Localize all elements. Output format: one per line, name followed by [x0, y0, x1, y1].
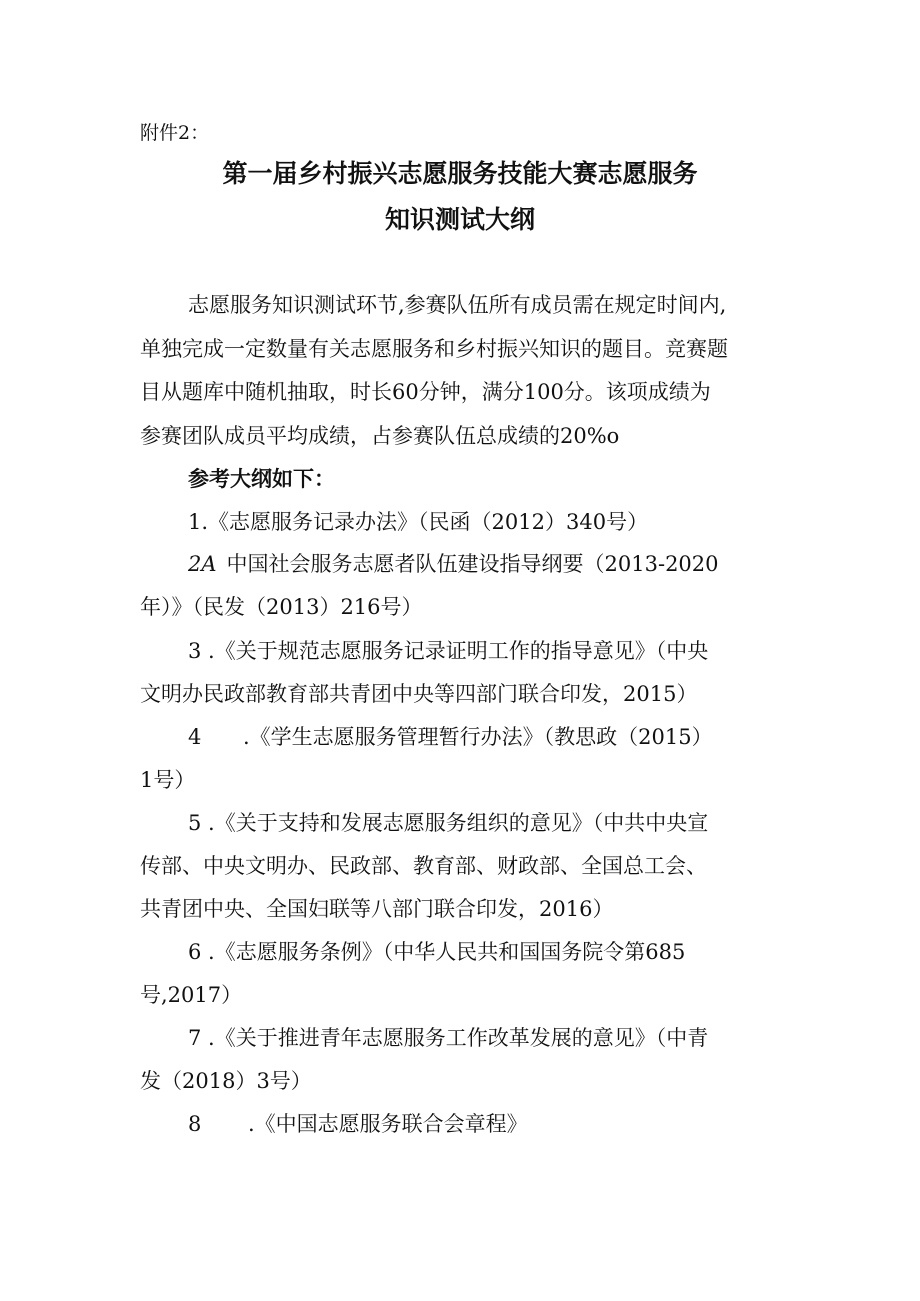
item-number: 6 . — [188, 940, 215, 964]
item-text-continued: 发（2018）3号） — [140, 1069, 312, 1093]
document-title-line1: 第一届乡村振兴志愿服务技能大赛志愿服务 — [222, 159, 698, 188]
item-text: 《关于支持和发展志愿服务组织的意见》（中共中央宣 — [214, 811, 709, 835]
item-number: 3 . — [188, 639, 215, 663]
item-text-continued: 文明办民政部教育部共青团中央等四部门联合印发，2015） — [140, 682, 698, 706]
item-text: 中国社会服务志愿者队伍建设指导纲要（2013-2020 — [226, 552, 719, 576]
list-item — [188, 636, 708, 666]
item-text: 《关于推进青年志愿服务工作改革发展的意见》（中青 — [214, 1026, 709, 1050]
intro-line-4: 参赛团队成员平均成绩，占参赛队伍总成绩的20%o — [140, 424, 620, 448]
intro-line-1: 志愿服务知识测试环节,参赛队伍所有成员需在规定时间内, — [188, 293, 727, 317]
document-title-line2: 知识测试大纲 — [384, 205, 535, 234]
item-number: 1. — [188, 510, 209, 534]
item-text: .《中国志愿服务联合会章程》 — [248, 1112, 528, 1136]
attachment-label: 附件2： — [140, 122, 210, 144]
item-text: 《志愿服务记录办法》（民函（2012）340号） — [208, 510, 649, 534]
item-text-continued: 共青团中央、全国妇联等八部门联合印发，2016） — [140, 897, 614, 921]
item-text-continued: 传部、中央文明办、民政部、教育部、财政部、全国总工会、 — [140, 854, 707, 878]
item-text: 《关于规范志愿服务记录证明工作的指导意见》（中央 — [214, 639, 709, 663]
list-item — [188, 549, 719, 579]
intro-line-3: 目从题库中随机抽取，时长60分钟，满分100分。该项成绩为 — [140, 380, 711, 404]
intro-line-2: 单独完成一定数量有关志愿服务和乡村振兴知识的题目。竞赛题 — [140, 337, 728, 361]
list-item — [188, 808, 708, 838]
list-item — [188, 507, 648, 537]
item-number: 5 . — [188, 811, 215, 835]
item-text-continued: 年）》（民发（2013）216号） — [140, 595, 423, 619]
item-number: 4 — [188, 725, 202, 749]
item-text: 《志愿服务条例》（中华人民共和国国务院令第685 — [214, 940, 686, 964]
item-text-continued: 号,2017） — [140, 983, 243, 1007]
list-item — [188, 722, 713, 752]
list-item — [188, 1109, 528, 1139]
item-number: 8 — [188, 1112, 202, 1136]
item-number: 7 . — [188, 1026, 215, 1050]
list-item — [188, 937, 685, 967]
item-text-continued: 1号） — [140, 768, 196, 792]
item-number: 2A — [188, 552, 217, 576]
list-item — [188, 1023, 708, 1053]
item-text: .《学生志愿服务管理暂行办法》（教思政（2015） — [243, 725, 713, 749]
outline-heading: 参考大纲如下： — [188, 467, 335, 491]
